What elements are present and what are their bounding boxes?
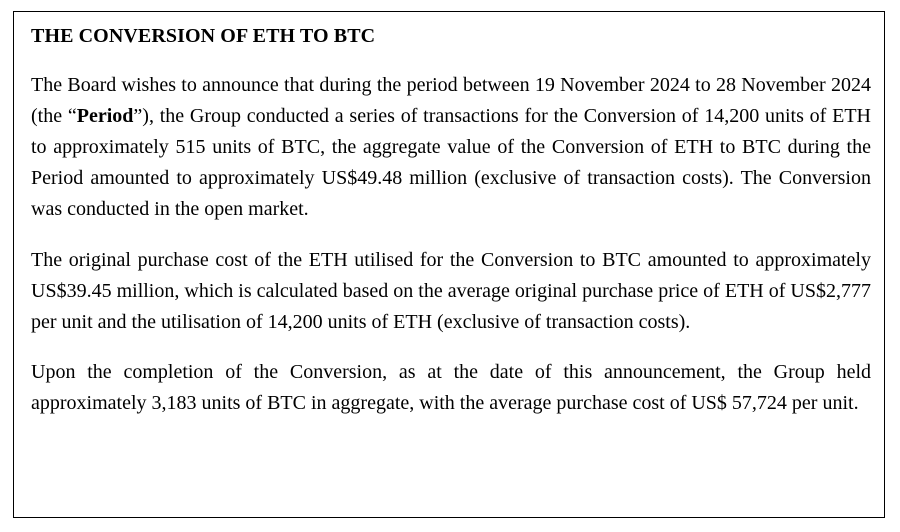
- section-heading: THE CONVERSION OF ETH TO BTC: [31, 25, 376, 47]
- paragraph-text: ”), the Group conducted a series of transactions for the Conversion of 14,200 units of ETH to approximately 515 units of BTC, the aggregate value of the Conversion of ETH to BTC during the Period amounted to approximately US$49.48 million (exclusive of transaction costs). The Conversion was conducted in the open market.: [31, 105, 871, 220]
- announcement-content: [31, 22, 871, 419]
- defined-term: Period: [76, 105, 134, 127]
- announcement-box: [13, 11, 885, 518]
- paragraph-text: The Board wishes to announce that during the period between 19 November 2024 to 28 November 2024 (the “: [31, 74, 871, 127]
- paragraph-purchase-cost: The original purchase cost of the ETH utilised for the Conversion to BTC amounted to approximately US$39.45 million, which is calculated based on the average original purchase price of ETH of US$2,777 per unit and the utilisation of 14,200 units of ETH (exclusive of transaction costs).: [31, 249, 871, 333]
- paragraph-btc-holdings: Upon the completion of the Conversion, as at the date of this announcement, the Group held approximately 3,183 units of BTC in aggregate, with the average purchase cost of US$ 57,724 per unit.: [31, 361, 871, 414]
- paragraph-conversion-details: [31, 70, 871, 225]
